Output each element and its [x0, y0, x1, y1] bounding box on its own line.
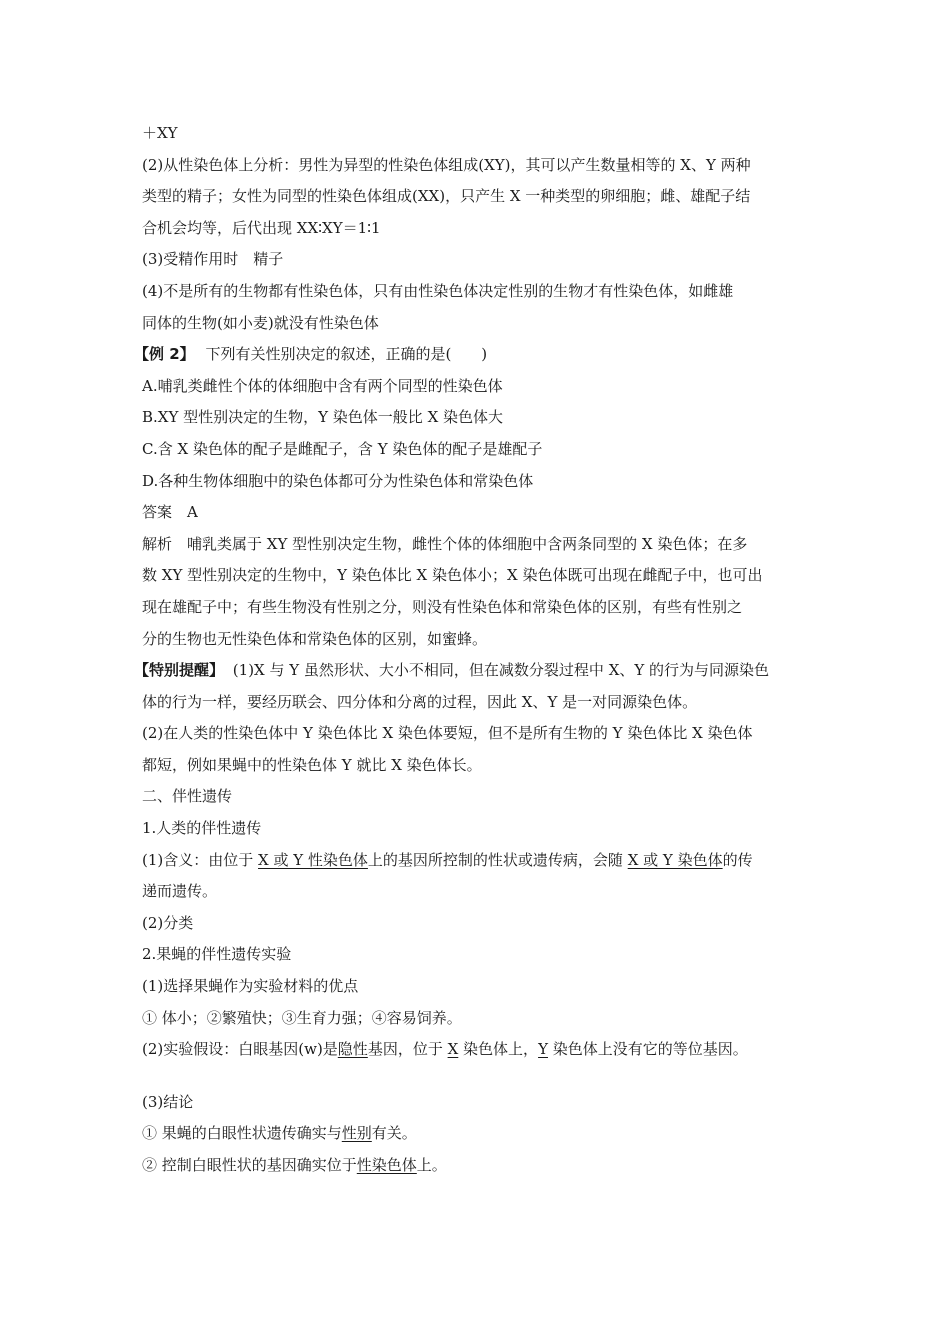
paragraph-sex-chromosome-analysis	[142, 150, 814, 245]
section-title: 二、伴性遗传	[142, 787, 233, 806]
text-line: 递而遗传。	[142, 882, 218, 901]
text-span: ① 果蝇的白眼性状遗传确实与	[142, 1124, 342, 1143]
advantages-items: ① 体小；②繁殖快；③生育力强；④容易饲养。	[142, 1008, 462, 1027]
option-a: A.哺乳类雌性个体的体细胞中含有两个同型的性染色体	[142, 376, 503, 395]
text-line: 同体的生物(如小麦)就没有性染色体	[142, 313, 379, 332]
conclusion-item	[142, 1150, 814, 1182]
text-line: 合机会均等，后代出现 XX∶XY＝1∶1	[142, 218, 381, 237]
example-2	[134, 339, 814, 655]
fill-blank: X 或 Y 染色体	[627, 850, 723, 869]
text-line: ＋XY	[142, 124, 178, 142]
analysis-line: 分的生物也无性染色体和常染色体的区别，如蜜蜂。	[142, 629, 488, 648]
example-tag: 【例 2】	[134, 345, 195, 364]
option-c: C.含 X 染色体的配子是雌配子，含 Y 染色体的配子是雄配子	[142, 439, 543, 458]
text-line: 都短，例如果蝇中的性染色体 Y 就比 X 染色体长。	[142, 755, 482, 774]
text-span: 染色体上，	[458, 1040, 539, 1059]
classify-line: (2)分类	[142, 913, 194, 932]
example-question-line	[134, 339, 814, 371]
answer: 答案 A	[142, 503, 198, 522]
text-span: 有关。	[371, 1124, 417, 1143]
tip-first-line	[134, 655, 814, 687]
document-page	[134, 118, 814, 1182]
text-span: 染色体上没有它的等位基因。	[547, 1040, 748, 1059]
spacer	[142, 1066, 814, 1087]
option-d: D.各种生物体细胞中的染色体都可分为性染色体和常染色体	[142, 471, 534, 490]
text-span: 的传	[722, 850, 753, 869]
tip-tag: 【特别提醒】	[134, 661, 225, 680]
section-sex-linked-inheritance	[142, 781, 814, 1181]
fill-blank: Y	[538, 1040, 548, 1059]
subsection-title: 2.果蝇的伴性遗传实验	[142, 945, 292, 964]
fill-blank: 隐性	[337, 1040, 368, 1059]
paragraph-fertilization: (3)受精作用时 精子	[142, 250, 284, 269]
text-span: 基因，位于	[367, 1040, 448, 1059]
analysis-line: 解析 哺乳类属于 XY 型性别决定生物，雌性个体的体细胞中含两条同型的 X 染色体；在多	[142, 534, 748, 553]
text-span: 上。	[416, 1156, 447, 1174]
text-line: 体的行为一样，要经历联会、四分体和分离的过程，因此 X、Y 是一对同源染色体。	[142, 692, 698, 711]
special-tip	[134, 655, 814, 781]
advantages-title: (1)选择果蝇作为实验材料的优点	[142, 977, 359, 996]
analysis-line: 现在雄配子中；有些生物没有性别之分，则没有性染色体和常染色体的区别，有些有性别之	[142, 597, 743, 616]
fill-blank: 性染色体	[356, 1156, 417, 1174]
analysis-line: 数 XY 型性别决定的生物中，Y 染色体比 X 染色体小；X 染色体既可出现在雌配子中，也可出	[142, 566, 763, 585]
text-span: (1)含义：由位于	[142, 850, 259, 869]
fill-blank: X	[447, 1040, 459, 1059]
subsection-title: 1.人类的伴性遗传	[142, 819, 262, 838]
tip-text: (1)X 与 Y 虽然形状、大小不相同，但在减数分裂过程中 X、Y 的行为与同源染色	[232, 661, 770, 680]
text-line: (4)不是所有的生物都有性染色体，只有由性染色体决定性别的生物才有性染色体，如雌雄	[142, 281, 734, 300]
text-line: 类型的精子；女性为同型的性染色体组成(XX)，只产生 X 一种类型的卵细胞；雌、雄配子结	[142, 187, 751, 206]
text-span: (2)实验假设：白眼基因(w)是	[142, 1040, 338, 1059]
example-question: 下列有关性别决定的叙述，正确的是( )	[205, 345, 488, 364]
conclusion-title: (3)结论	[142, 1092, 194, 1111]
conclusion-item	[142, 1118, 814, 1150]
text-span: 上的基因所控制的性状或遗传病，会随	[367, 850, 628, 869]
text-span: ② 控制白眼性状的基因确实位于	[142, 1156, 357, 1174]
text-line: (2)从性染色体上分析：男性为异型的性染色体组成(XY)，其可以产生数量相等的 X、Y 两种	[142, 155, 751, 174]
option-b: B.XY 型性别决定的生物，Y 染色体一般比 X 染色体大	[142, 408, 504, 427]
text-line: (2)在人类的性染色体中 Y 染色体比 X 染色体要短，但不是所有生物的 Y 染色体比 X 染色体	[142, 724, 753, 743]
paragraph-not-all-organisms	[142, 276, 814, 339]
meaning-line	[142, 845, 814, 877]
fill-blank: X 或 Y 性染色体	[258, 850, 368, 869]
hypothesis-line	[142, 1034, 814, 1066]
fill-blank: 性别	[341, 1124, 372, 1143]
